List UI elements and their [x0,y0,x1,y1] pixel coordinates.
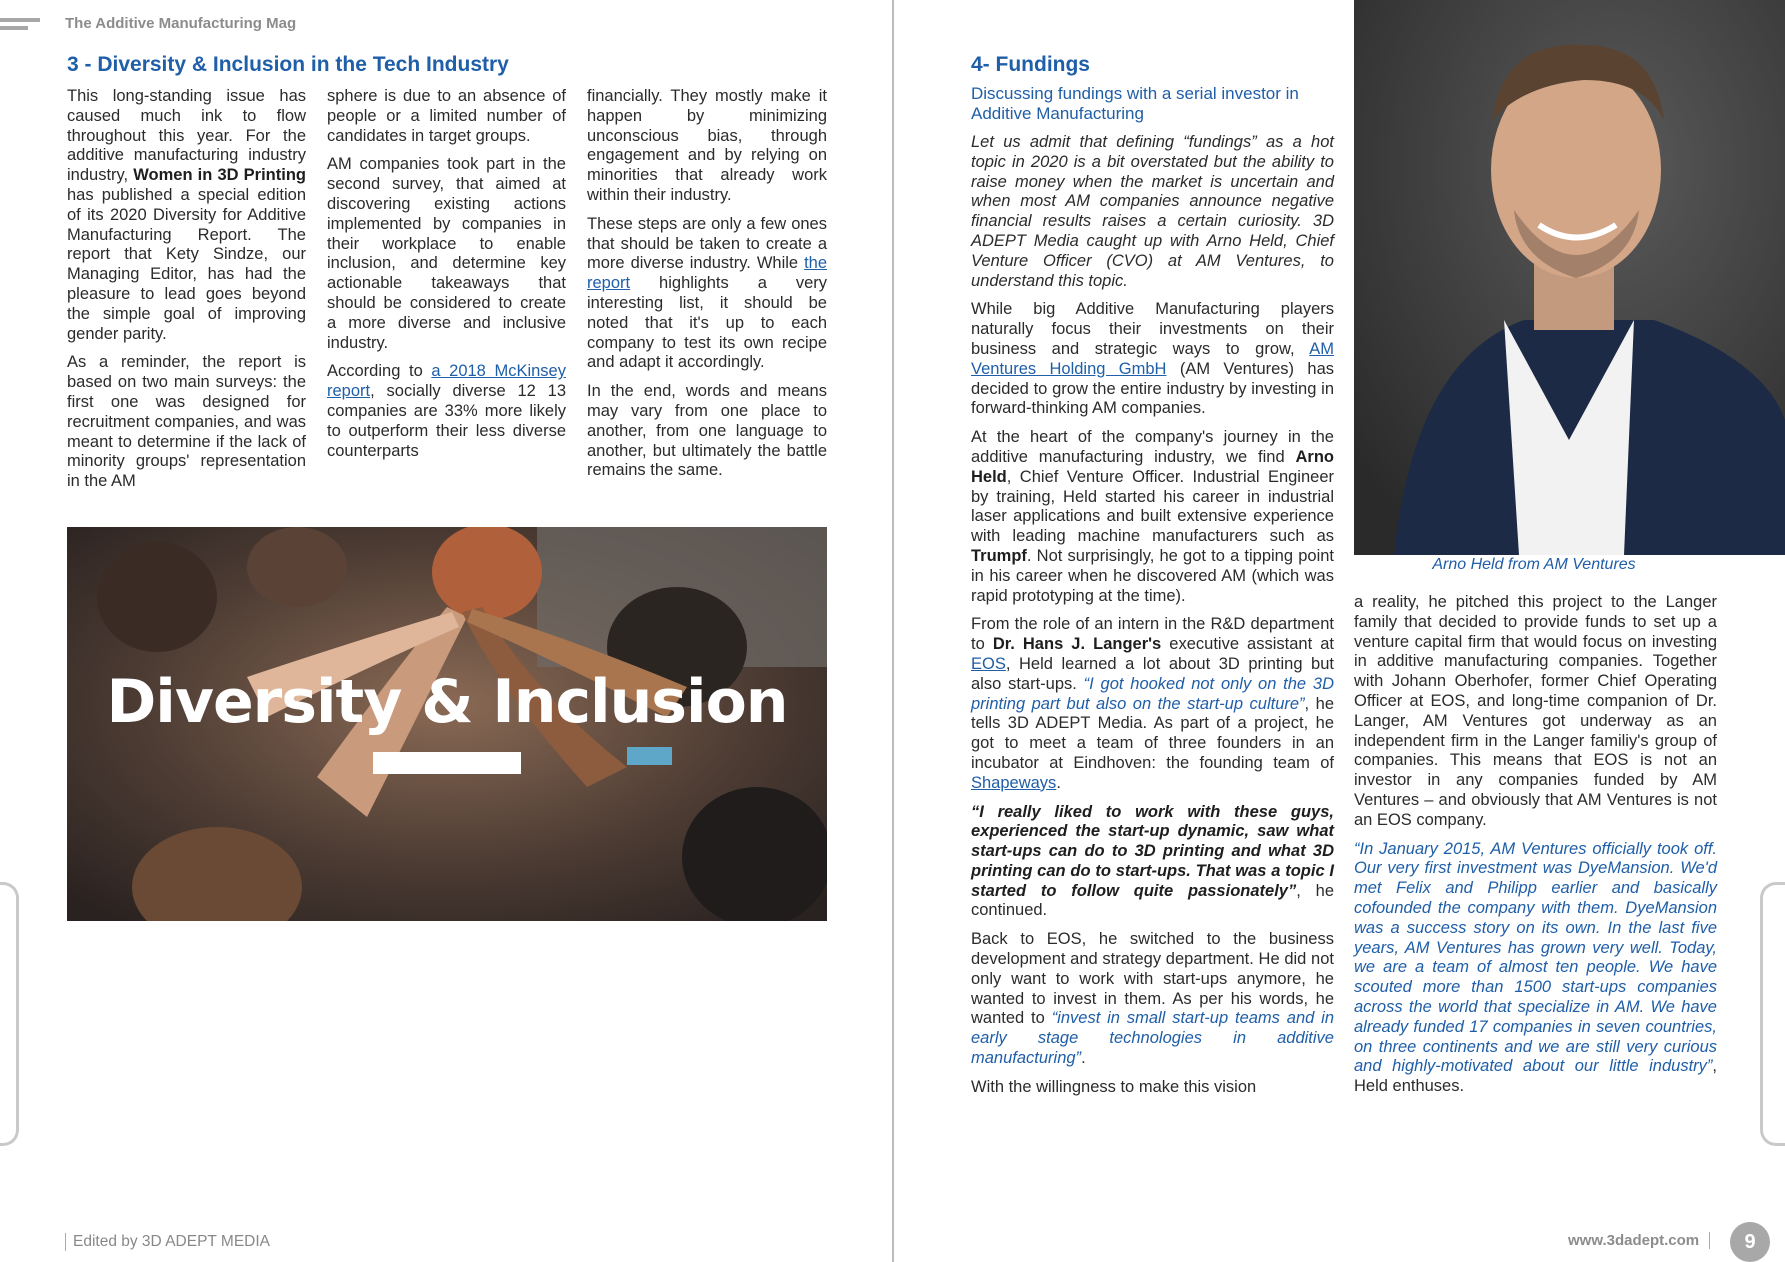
paragraph: As a reminder, the report is based on two main surveys: the first one was designed for recruitment companies, and was meant to determine if the lack of minority groups' representation in the AM [67,353,306,491]
bold-text: Arno Held [971,447,1334,486]
article-column-2 [327,87,566,470]
paragraph: financially. They mostly make it happen by minimizing unconscious bias, through engagement and by relying on minorities that already work within their industry. [587,87,827,204]
paragraph: According to a 2018 McKinsey report, socially diverse 12 13 companies are 33% more likely to outperform their less diverse counterparts [327,362,566,460]
eos-link[interactable]: EOS [971,654,1006,673]
article-column-3 [587,87,827,490]
paragraph: “In January 2015, AM Ventures officially took off. Our very first investment was DyeMansion. We'd met Felix and Philipp earlier and basically cofounded the company with them. DyeMansion was a success story on its own. In the last five years, AM Ventures has grown very well. Today, we are a team of almost ten people. We have scouted more than 1500 start-ups companies across the world that specialize in AM. We have already funded 17 companies in seven countries, on three continents and we are still very curious and highly-motivated about our little industry”, Held enthuses. [1354,839,1717,1096]
paragraph: Back to EOS, he switched to the business development and strategy department. He did not only want to work with start-ups anymore, he wanted to invest in them. As per his words, he wanted to “invest in small start-up teams and in early stage technologies in additive manufacturing”. [971,930,1334,1068]
page-number-badge: 9 [1730,1222,1770,1262]
quote: “I got hooked not only on the 3D printing part but also on the start-up culture” [971,674,1335,713]
paragraph: These steps are only a few ones that should be taken to create a more diverse industry. While the report highlights a very interesting list, it should be noted that it's up to each company to test its own recipe and adapt it accordingly. [587,214,827,372]
quote: “In January 2015, AM Ventures officially took off. Our very first investment was DyeMansion. We'd met Felix and Philipp earlier and basically cofounded the company with them. DyeMansion was a success story on its own. In the last five years, AM Ventures has grown very well. Today, we are a team of almost ten people. We have scouted more than 1500 start-ups companies across the world that specialize in AM. We have already funded 17 companies in seven countries, on three continents and we are still very curious and highly-motivated about our little industry” [1354,839,1717,1076]
bold-text: Women in 3D Printing [133,166,306,185]
bold-quote: “I really liked to work with these guys, experienced the start-up dynamic, saw what start-ups can do to 3D printing and what 3D printing can do to start-ups. That was a topic I started to follow quite passionately” [971,802,1334,900]
mckinsey-report-link[interactable]: a 2018 McKinsey report [327,362,566,401]
the-report-link[interactable]: the report [587,254,827,293]
website-link[interactable]: www.3dadept.com [1568,1232,1710,1249]
bold-text: Dr. Hans J. Langer's [992,635,1162,654]
section-title-diversity: 3 - Diversity & Inclusion in the Tech Industry [67,53,509,76]
magazine-title: The Additive Manufacturing Mag [65,15,297,32]
lead-paragraph: Let us admit that defining “fundings” as a hot topic in 2020 is a bit overstated but the ability to raise money when the market is uncertain and when most AM companies announce negative financial results raises a certain curiosity. 3D ADEPT Media caught up with Arno Held, Chief Venture Officer (CVO) at AM Ventures, to understand this topic. [971,133,1334,290]
paragraph: While big Additive Manufacturing players naturally focus their investments on their business and strategic ways to grow, AM Ventures Holding GmbH (AM Ventures) has decided to grow the entire industry by investing in forward-thinking AM companies. [971,300,1334,418]
portrait-caption: Arno Held from AM Ventures [1432,556,1636,573]
bold-text: Trumpf [971,546,1027,565]
title-underline [373,752,521,774]
paragraph: From the role of an intern in the R&D department to Dr. Hans J. Langer's executive assistant at EOS, Held learned a lot about 3D printing but also start-ups. “I got hooked not only on the 3D printing part but also on the start-up culture”, he tells 3D ADEPT Media. As part of a project, he got to meet a team of three founders in an incubator at Eindhoven: the founding team of Shapeways. [971,615,1335,792]
paragraph: At the heart of the company's journey in the additive manufacturing industry, we find Arno Held, Chief Venture Officer. Industrial Engineer by training, Held started his career in industrial laser applications and built extensive experience with leading machine manufacturers such as Trumpf. Not surprisingly, he got to a tipping point in his career when he discovered AM (which was rapid prototyping at the time). [971,428,1334,605]
am-ventures-link[interactable]: AM Ventures Holding GmbH [971,339,1334,378]
page-spine [892,0,894,1262]
subheading: Discussing fundings with a serial investor in Additive Manufacturing [971,84,1299,123]
article-column-1 [67,87,306,501]
paragraph: a reality, he pitched this project to the Langer family that decided to provide funds to set up a venture capital firm that would focus on investing in additive manufacturing companies. Together with Johann Oberhofer, former Chief Operating Officer at EOS, and long-time companion of Dr. Langer, AM Ventures got underway as an independent firm in the Langer familiy's group of companies. This means that EOS is not an investor in any companies funded by AM Ventures – and obviously that AM Ventures is not an EOS company. [1354,593,1717,829]
shapeways-link[interactable]: Shapeways [971,773,1057,792]
portrait-photo [1354,0,1785,555]
quote: “invest in small start-up teams and in early stage technologies in additive manufacturing” [971,1009,1334,1068]
right-side-tab [1760,882,1785,1146]
paragraph: With the willingness to make this vision [971,1077,1257,1096]
article-column-4 [971,84,1334,1107]
header-decoration [0,18,40,34]
paragraph: In the end, words and means may vary from one place to another, from one language to another, but ultimately the battle remains the same. [587,382,827,480]
paragraph: sphere is due to an absence of people or a limited number of candidates in target groups. [327,87,566,145]
diversity-inclusion-photo [67,527,827,921]
footer-credit: Edited by 3D ADEPT MEDIA [65,1233,270,1251]
portrait-illustration [1354,0,1785,555]
paragraph: “I really liked to work with these guys, experienced the start-up dynamic, saw what start-ups can do to 3D printing and what 3D printing can do to start-ups. That was a topic I started to follow quite passionately”, he continued. [971,802,1334,920]
paragraph: This long-standing issue has caused much ink to flow throughout this year. For the additive manufacturing industry industry, Women in 3D Printing has published a special edition of its 2020 Diversity for Additive Manufacturing Report. The report that Kety Sindze, our Managing Editor, has had the pleasure to lead goes beyond the simple goal of improving gender parity. [67,87,306,343]
paragraph: AM companies took part in the second survey, that aimed at discovering existing actions implemented by companies in their workplace to enable inclusion, and determine key actionable takeaways that should be considered to create a more diverse and inclusive industry. [327,155,566,352]
section-title-fundings: 4- Fundings [971,53,1090,76]
left-side-tab [0,882,19,1146]
image-title: Diversity & Inclusion [106,667,788,737]
article-column-5 [1354,593,1717,1106]
